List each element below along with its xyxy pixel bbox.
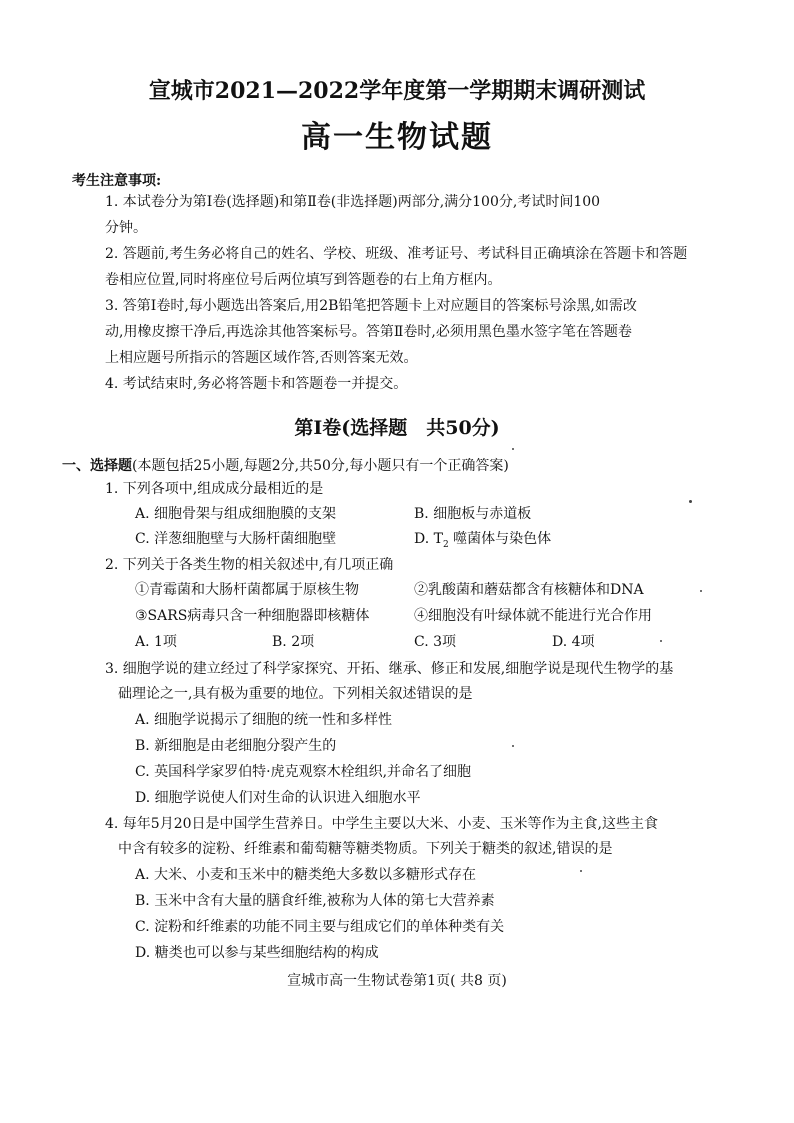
scan-speck: [512, 448, 514, 450]
scan-speck: [700, 590, 702, 592]
q2-statement-3: ③SARS病毒只含一种细胞器即核糖体: [135, 608, 370, 624]
q2-stem: 2. 下列关于各类生物的相关叙述中,有几项正确: [105, 557, 394, 573]
q3-option-d: D. 细胞学说使人们对生命的认识进入细胞水平: [135, 790, 421, 806]
q1-option-d: [414, 530, 551, 554]
q1-option-b: B. 细胞板与赤道板: [414, 506, 532, 522]
exam-subject-title: 高一生物试题: [301, 120, 493, 155]
notice-item-1-line-2: 分钟。: [105, 220, 147, 236]
q1-stem: 1. 下列各项中,组成成分最相近的是: [105, 481, 324, 497]
notice-item-4-line-1: 4. 考试结束时,务必将答题卡和答题卷一并提交。: [105, 376, 408, 392]
notice-item-3-line-2: 动,用橡皮擦干净后,再选涂其他答案标号。答第Ⅱ卷时,必须用黑色墨水签字笔在答题卷: [105, 324, 632, 340]
q4-stem-line-2: 中含有较多的淀粉、纤维素和葡萄糖等糖类物质。下列关于糖类的叙述,错误的是: [118, 841, 613, 857]
q2-statement-4: ④细胞没有叶绿体就不能进行光合作用: [414, 608, 652, 624]
q4-option-d: D. 糖类也可以参与某些细胞结构的构成: [135, 945, 379, 961]
q3-stem-line-2: 础理论之一,具有极为重要的地位。下列相关叙述错误的是: [118, 686, 473, 702]
page-footer: 宣城市高一生物试卷第1页( 共8 页): [287, 973, 507, 989]
q1-option-d-prefix: D. T: [414, 531, 443, 547]
scan-speck: [580, 870, 582, 872]
q2-statement-1: ①青霉菌和大肠杆菌都属于原核生物: [135, 582, 359, 598]
q2-option-c: C. 3项: [414, 634, 457, 650]
q3-stem-line-1: 3. 细胞学说的建立经过了科学家探究、开拓、继承、修正和发展,细胞学说是现代生物学的基: [105, 661, 674, 677]
notice-item-1-line-1: 1. 本试卷分为第Ⅰ卷(选择题)和第Ⅱ卷(非选择题)两部分,满分100分,考试时间100: [105, 194, 601, 210]
q2-option-d: D. 4项: [552, 634, 595, 650]
q3-option-c: C. 英国科学家罗伯特·虎克观察木栓组织,并命名了细胞: [135, 764, 472, 780]
q4-option-c: C. 淀粉和纤维素的功能不同主要与组成它们的单体种类有关: [135, 919, 505, 935]
notice-item-3-line-3: 上相应题号所指示的答题区域作答,否则答案无效。: [105, 350, 418, 366]
scan-speck: [660, 640, 662, 642]
scan-speck: [689, 500, 692, 503]
q4-option-a: A. 大米、小麦和玉米中的糖类绝大多数以多糖形式存在: [135, 867, 477, 883]
scan-speck: [512, 745, 514, 747]
q2-option-b: B. 2项: [272, 634, 315, 650]
part-heading: [62, 455, 509, 475]
notice-item-2-line-2: 卷相应位置,同时将座位号后两位填写到答题卷的右上角方框内。: [105, 272, 502, 288]
notice-heading: 考生注意事项:: [72, 173, 162, 189]
notice-item-2-line-1: 2. 答题前,考生务必将自己的姓名、学校、班级、准考证号、考试科目正确填涂在答题卡和答题: [105, 246, 688, 262]
q4-stem-line-1: 4. 每年5月20日是中国学生营养日。中学生主要以大米、小麦、玉米等作为主食,这些主食: [105, 816, 658, 832]
q1-option-a: A. 细胞骨架与组成细胞膜的支架: [135, 506, 337, 522]
q1-option-d-suffix: 噬菌体与染色体: [448, 531, 552, 547]
q3-option-b: B. 新细胞是由老细胞分裂产生的: [135, 738, 337, 754]
part-label: 一、选择题: [62, 458, 132, 474]
q3-option-a: A. 细胞学说揭示了细胞的统一性和多样性: [135, 712, 393, 728]
q1-option-c: C. 洋葱细胞壁与大肠杆菌细胞壁: [135, 531, 337, 547]
notice-item-3-line-1: 3. 答第Ⅰ卷时,每小题选出答案后,用2B铅笔把答题卡上对应题目的答案标号涂黑,如需改: [105, 298, 637, 314]
q2-statement-2: ②乳酸菌和蘑菇都含有核糖体和DNA: [414, 582, 644, 598]
q1-option-d-subscript: 2: [442, 539, 449, 550]
section-title: 第Ⅰ卷(选择题 共50分): [294, 417, 500, 439]
q2-option-a: A. 1项: [135, 634, 177, 650]
exam-title: 宣城市2021—2022学年度第一学期期末调研测试: [148, 78, 646, 104]
q4-option-b: B. 玉米中含有大量的膳食纤维,被称为人体的第七大营养素: [135, 893, 495, 909]
part-description: (本题包括25小题,每题2分,共50分,每小题只有一个正确答案): [132, 458, 509, 474]
